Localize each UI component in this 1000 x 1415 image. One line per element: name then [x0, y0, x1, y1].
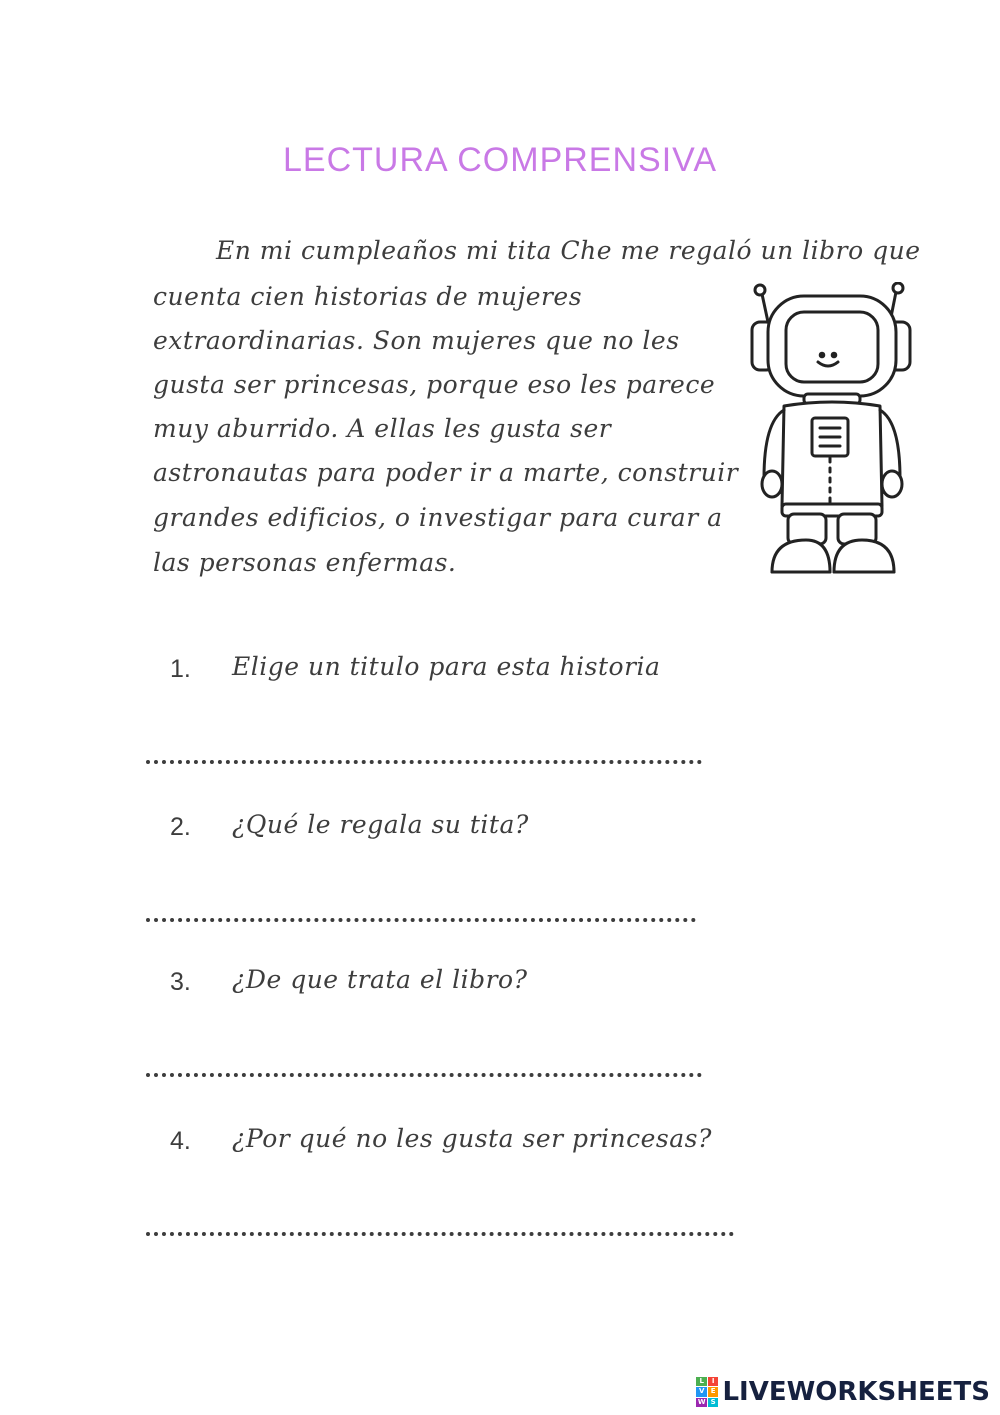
- question-number: 1.: [170, 655, 191, 683]
- story-line: las personas enfermas.: [153, 548, 457, 577]
- answer-field-2[interactable]: [146, 898, 696, 922]
- question-number: 4.: [170, 1127, 191, 1155]
- answer-field-3[interactable]: [146, 1053, 702, 1077]
- question-text: ¿Qué le regala su tita?: [232, 810, 529, 839]
- liveworksheets-logo[interactable]: [696, 1377, 990, 1407]
- story-line: muy aburrido. A ellas les gusta ser: [153, 414, 612, 443]
- question-number: 3.: [170, 968, 191, 996]
- question-number: 2.: [170, 813, 191, 841]
- story-line: gusta ser princesas, porque eso les parece: [153, 370, 716, 399]
- liveworksheets-brand-text: LIVEWORKSHEETS: [722, 1377, 990, 1407]
- story-line: cuenta cien historias de mujeres: [153, 282, 583, 311]
- answer-field-1[interactable]: [146, 740, 702, 764]
- story-line: astronautas para poder ir a marte, construir: [153, 458, 739, 487]
- question-text: ¿De que trata el libro?: [232, 965, 528, 994]
- story-line: En mi cumpleaños mi tita Che me regaló un libro que: [216, 236, 921, 265]
- story-line: extraordinarias. Son mujeres que no les: [153, 326, 680, 355]
- page-title: LECTURA COMPRENSIVA: [282, 140, 717, 179]
- liveworksheets-logo-icon: L I V E W S: [696, 1377, 718, 1407]
- story-line: grandes edificios, o investigar para curar a: [153, 503, 723, 532]
- answer-field-4[interactable]: [146, 1212, 734, 1236]
- question-text: Elige un titulo para esta historia: [232, 652, 661, 681]
- astronaut-illustration: [742, 282, 922, 592]
- question-text: ¿Por qué no les gusta ser princesas?: [232, 1124, 712, 1153]
